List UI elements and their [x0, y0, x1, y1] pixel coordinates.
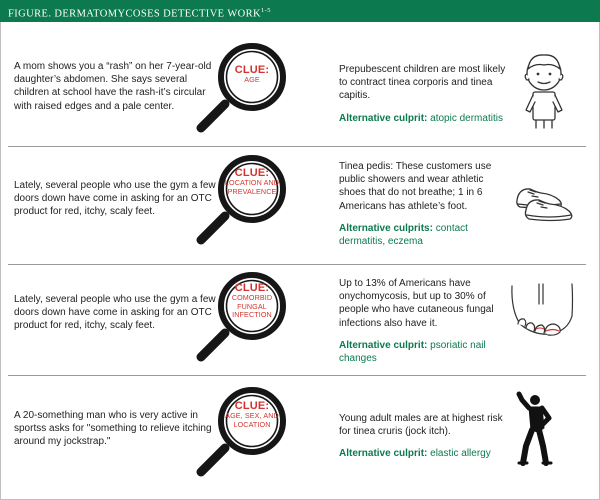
alternative-culprit-label: Alternative culprits: [339, 222, 433, 234]
alternative-culprit-label: Alternative culprit: [339, 448, 428, 460]
fact-text: Up to 13% of Americans have onychomycosis, but up to 30% of people who have cutaneous fungal infections also have it. [339, 278, 494, 329]
fact-block [339, 160, 509, 248]
scenario-text: Lately, several people who use the gym a few doors down have come in asking for an OTC product for red, itchy, scaly feet. [14, 180, 216, 218]
magnifying-glass-icon [193, 38, 291, 136]
clue-subject: AGE, SEX, AND LOCATION [225, 411, 279, 429]
sneakers-icon [514, 180, 576, 224]
alternative-culprit-text: psoriatic nail changes [339, 339, 486, 365]
clue-title: CLUE: [234, 400, 270, 412]
fact-text: Prepubescent children are most likely to contract tinea corporis and tinea capitis. [339, 64, 506, 102]
alternative-culprit-text: elastic allergy [430, 448, 491, 460]
row-divider [8, 146, 586, 147]
clue-title: CLUE: [234, 167, 270, 179]
clue-label [224, 400, 280, 429]
alternative-culprit-label: Alternative culprit: [339, 112, 428, 124]
clue-subject: AGE [244, 75, 260, 84]
alternative-culprit-text: contact dermatitis, eczema [339, 222, 468, 248]
figure-title: FIGURE. DERMATOMYCOSES DETECTIVE WORK [8, 8, 262, 20]
scenario-text: A 20-something man who is very active in sportss asks for "something to relieve itching around my jockstrap." [14, 410, 212, 448]
fact-block [339, 63, 509, 125]
row-divider [8, 375, 586, 376]
alternative-culprit-text: atopic dermatitis [430, 112, 503, 124]
clue-title: CLUE: [234, 282, 270, 294]
figure-refs: 1-5 [261, 7, 271, 14]
alternative-culprit [339, 447, 509, 460]
alternative-culprit [339, 339, 509, 365]
child-icon [520, 48, 570, 130]
clue-label [224, 167, 280, 196]
clue-label [224, 282, 280, 320]
clue-subject: LOCATION AND PREVALENCE [224, 178, 280, 196]
fact-block [339, 277, 509, 365]
alternative-culprit-label: Alternative culprit: [339, 339, 428, 351]
scenario-text: Lately, several people who use the gym a few doors down have come in asking for an OTC product for red, itchy, scaly feet. [14, 294, 216, 332]
fact-text: Tinea pedis: These customers use public showers and wear athletic shoes that do not breathe; 1 in 6 Americans has athlete’s foot. [339, 161, 492, 212]
magnifying-glass-icon [193, 382, 291, 480]
figure-header [0, 0, 600, 22]
magnifying-glass-icon [193, 150, 291, 248]
row-divider [8, 264, 586, 265]
alternative-culprit [339, 222, 509, 248]
fact-block [339, 412, 509, 461]
alternative-culprit [339, 112, 509, 125]
clue-subject: COMORBID FUNGAL INFECTION [231, 293, 273, 320]
scenario-text: A mom shows you a “rash” on her 7-year-old daughter’s abdomen. She says several children at school have the rash-it’s circular with raised edges and a pale center. [14, 61, 212, 112]
clue-label [224, 64, 280, 85]
clue-title: CLUE: [234, 64, 270, 76]
foot-toes-icon [510, 280, 574, 338]
fact-text: Young adult males are at highest risk for tinea cruris (jock itch). [339, 413, 503, 438]
athlete-silhouette-icon [516, 392, 556, 468]
